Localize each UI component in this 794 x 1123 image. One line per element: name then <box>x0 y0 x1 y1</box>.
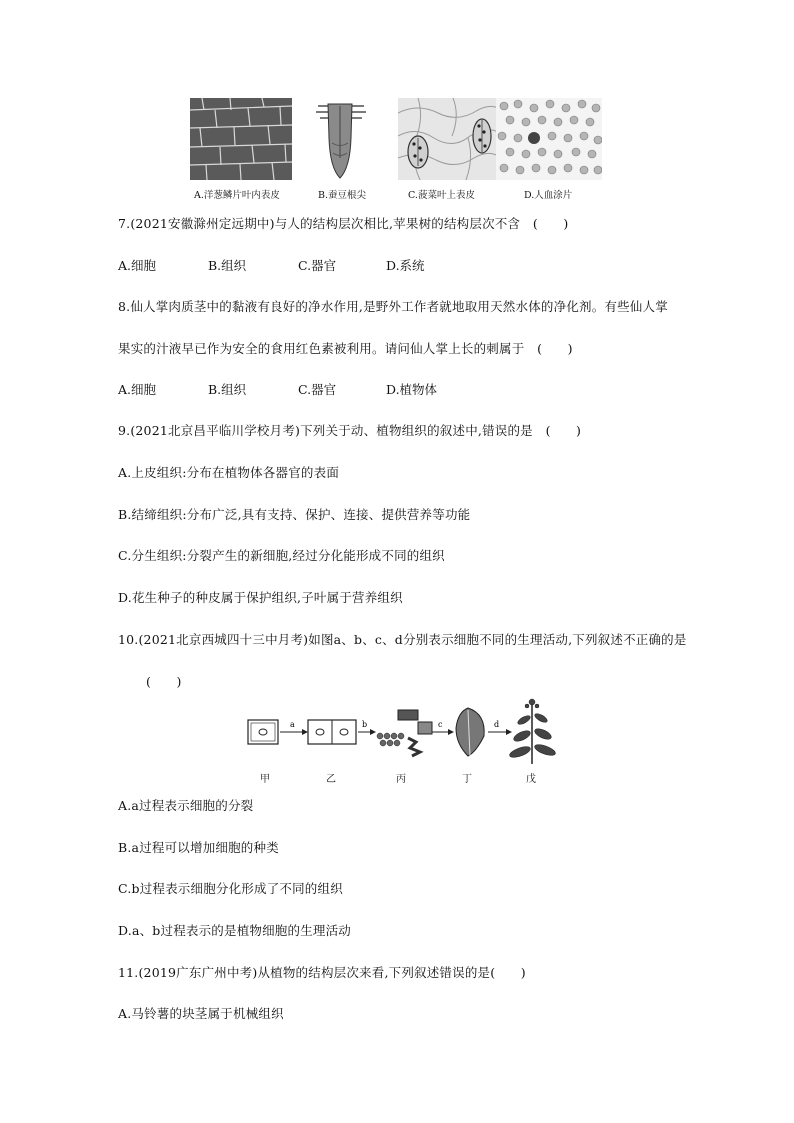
q11-stem: 11.(2019广东广州中考)从植物的结构层次来看,下列叙述错误的是( ) <box>118 965 526 980</box>
q9-option-d: D.花生种子的种皮属于保护组织,子叶属于营养组织 <box>118 590 403 605</box>
arrow-a-label: a <box>290 720 295 729</box>
arrow-c-label: c <box>438 720 443 729</box>
q8-option-a: A.细胞 <box>118 382 157 397</box>
label-bing: 丙 <box>396 774 406 785</box>
root-tip-image <box>310 98 370 180</box>
q10-bracket: ( ) <box>146 674 182 689</box>
caption-a: A.洋葱鳞片叶内表皮 <box>194 190 280 201</box>
q7-stem: 7.(2021安徽滁州定远期中)与人的结构层次相比,苹果树的结构层次不含 ( ) <box>118 216 569 231</box>
q8-option-b: B.组织 <box>208 382 247 397</box>
q9-option-b: B.结缔组织:分布广泛,具有支持、保护、连接、提供营养等功能 <box>118 507 471 522</box>
label-wu: 戊 <box>526 774 536 785</box>
onion-epidermis-image <box>190 98 292 180</box>
arrow-b-label: b <box>362 720 368 729</box>
q8-option-c: C.器官 <box>298 382 337 397</box>
caption-d: D.人血涂片 <box>524 190 573 201</box>
q10-option-c: C.b过程表示细胞分化形成了不同的组织 <box>118 881 343 896</box>
arrow-d-label: d <box>494 720 500 729</box>
q10-option-a: A.a过程表示细胞的分裂 <box>118 798 254 813</box>
q7-option-d: D.系统 <box>386 258 425 273</box>
q8-option-d: D.植物体 <box>386 382 438 397</box>
q8-stem-line1: 8.仙人掌肉质茎中的黏液有良好的净水作用,是野外工作者就地取用天然水体的净化剂。有些仙人掌 <box>118 299 668 314</box>
q9-stem: 9.(2021北京昌平临川学校月考)下列关于动、植物组织的叙述中,错误的是 ( ) <box>118 423 582 438</box>
process-diagram-graphic <box>246 696 556 768</box>
caption-b: B.蚕豆根尖 <box>318 190 367 201</box>
q10-stem: 10.(2021北京西城四十三中月考)如图a、b、c、d分别表示细胞不同的生理活动,下列叙述不正确的是 <box>118 632 687 647</box>
q11-option-a: A.马铃薯的块茎属于机械组织 <box>118 1006 284 1021</box>
micrograph-figure-row <box>190 98 602 208</box>
blood-smear-image <box>496 98 602 180</box>
q10-option-d: D.a、b过程表示的是植物细胞的生理活动 <box>118 923 352 938</box>
label-jia: 甲 <box>260 774 270 785</box>
q10-option-b: B.a过程可以增加细胞的种类 <box>118 840 279 855</box>
cell-development-diagram <box>246 696 556 786</box>
label-yi: 乙 <box>326 774 336 785</box>
label-ding: 丁 <box>462 774 472 785</box>
spinach-epidermis-image <box>398 98 498 180</box>
q7-option-b: B.组织 <box>208 258 247 273</box>
q7-option-a: A.细胞 <box>118 258 157 273</box>
caption-c: C.菠菜叶上表皮 <box>408 190 475 201</box>
q9-option-c: C.分生组织:分裂产生的新细胞,经过分化能形成不同的组织 <box>118 548 445 563</box>
q7-option-c: C.器官 <box>298 258 337 273</box>
q9-option-a: A.上皮组织:分布在植物体各器官的表面 <box>118 465 340 480</box>
q8-stem-line2: 果实的汁液早已作为安全的食用红色素被利用。请问仙人掌上长的刺属于 ( ) <box>118 341 573 356</box>
